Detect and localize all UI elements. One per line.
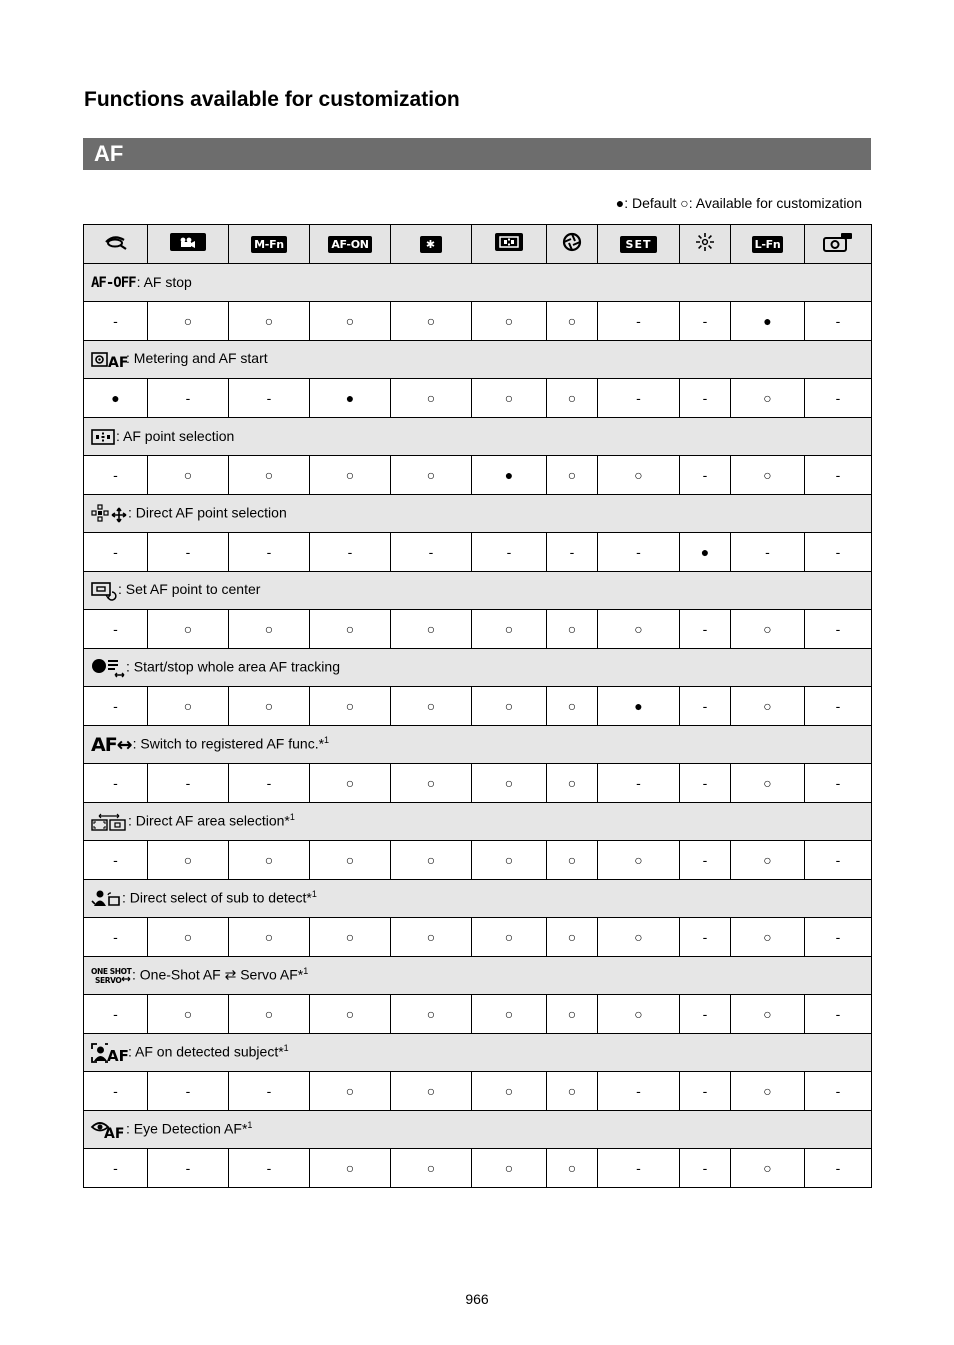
value-cell: ○ xyxy=(148,610,229,649)
value-cell: - xyxy=(229,379,310,418)
svg-text:ONE SHOT: ONE SHOT xyxy=(91,966,132,976)
value-cell: ○ xyxy=(310,841,391,880)
value-cell: - xyxy=(598,1149,680,1188)
value-cell: - xyxy=(805,533,872,572)
value-cell: - xyxy=(310,533,391,572)
value-cell: ○ xyxy=(310,1149,391,1188)
value-cell: - xyxy=(680,456,731,495)
af-point-selection-icon xyxy=(91,429,115,445)
value-cell: ○ xyxy=(229,687,310,726)
footnote-marker: 1 xyxy=(289,812,295,823)
value-cell: - xyxy=(805,379,872,418)
whole-area-tracking-icon xyxy=(91,658,125,678)
value-cell: - xyxy=(84,456,148,495)
svg-text:AF: AF xyxy=(108,354,129,371)
value-cell: - xyxy=(805,687,872,726)
value-cell: ● xyxy=(598,687,680,726)
value-cell: ○ xyxy=(229,918,310,957)
value-cell: - xyxy=(84,918,148,957)
value-cell: ○ xyxy=(391,610,472,649)
function-row xyxy=(84,880,872,918)
function-row xyxy=(84,1034,872,1072)
footnote-marker: 1 xyxy=(324,734,330,745)
set-button-icon: SET xyxy=(620,236,658,253)
value-cell: - xyxy=(598,302,680,341)
value-cell: ○ xyxy=(229,841,310,880)
value-cell: - xyxy=(84,764,148,803)
value-cell: - xyxy=(598,764,680,803)
value-cell: ● xyxy=(84,379,148,418)
function-label: : AF on detected subject* xyxy=(128,1043,284,1060)
value-cell: - xyxy=(680,302,731,341)
value-cell: ○ xyxy=(731,610,805,649)
table-row xyxy=(84,610,872,649)
col-battery-grip xyxy=(805,225,872,264)
col-mfn xyxy=(229,225,310,264)
value-cell: ○ xyxy=(731,764,805,803)
value-cell: - xyxy=(391,533,472,572)
value-cell: ○ xyxy=(731,687,805,726)
value-cell: - xyxy=(472,533,547,572)
value-cell: - xyxy=(680,1149,731,1188)
subject-to-detect-icon xyxy=(91,889,121,909)
table-body xyxy=(84,264,872,1188)
value-cell: ○ xyxy=(472,995,547,1034)
function-row xyxy=(84,1111,872,1149)
value-cell: - xyxy=(731,533,805,572)
value-cell: ○ xyxy=(547,302,598,341)
svg-text:SERVO: SERVO xyxy=(95,975,122,985)
ae-lock-button-icon: ✱ xyxy=(420,236,442,253)
value-cell: ○ xyxy=(472,1072,547,1111)
function-label: : Set AF point to center xyxy=(118,581,261,598)
m-fn-button-icon: M-Fn xyxy=(251,236,287,253)
value-cell: - xyxy=(547,533,598,572)
value-cell: ○ xyxy=(391,302,472,341)
value-cell: ○ xyxy=(391,1149,472,1188)
legend: ●: Default ○: Available for customization xyxy=(615,195,862,211)
svg-text:AF: AF xyxy=(104,1125,125,1142)
value-cell: ○ xyxy=(391,764,472,803)
value-cell: ○ xyxy=(310,456,391,495)
one-shot-servo-icon xyxy=(91,966,131,986)
value-cell: ○ xyxy=(472,841,547,880)
value-cell: - xyxy=(805,1072,872,1111)
value-cell: ○ xyxy=(472,302,547,341)
value-cell: ○ xyxy=(391,1072,472,1111)
movie-shooting-button-icon xyxy=(170,233,206,251)
value-cell: ○ xyxy=(229,456,310,495)
direct-af-point-selection-icon xyxy=(91,504,127,524)
value-cell: - xyxy=(598,1072,680,1111)
table-row xyxy=(84,918,872,957)
value-cell: ○ xyxy=(731,841,805,880)
value-cell: ○ xyxy=(731,379,805,418)
function-label: : Switch to registered AF func.* xyxy=(132,735,325,752)
value-cell: - xyxy=(680,687,731,726)
value-cell: - xyxy=(84,995,148,1034)
col-set xyxy=(598,225,680,264)
value-cell: ○ xyxy=(598,918,680,957)
value-cell: - xyxy=(84,687,148,726)
value-cell: ○ xyxy=(547,456,598,495)
function-label: : Direct AF area selection* xyxy=(128,812,290,829)
value-cell: ○ xyxy=(391,841,472,880)
value-cell: ○ xyxy=(391,995,472,1034)
value-cell: ○ xyxy=(148,995,229,1034)
col-ae-lock xyxy=(391,225,472,264)
value-cell: ○ xyxy=(547,764,598,803)
value-cell: ○ xyxy=(731,456,805,495)
value-cell: ○ xyxy=(731,1072,805,1111)
function-row xyxy=(84,803,872,841)
value-cell: - xyxy=(680,841,731,880)
function-label: : Start/stop whole area AF tracking xyxy=(126,658,340,675)
value-cell: - xyxy=(680,918,731,957)
footnote-marker: 1 xyxy=(311,888,317,899)
set-af-point-center-icon xyxy=(91,582,117,600)
value-cell: ○ xyxy=(472,918,547,957)
value-cell: ○ xyxy=(148,687,229,726)
depth-of-field-preview-icon xyxy=(562,232,582,252)
table-row xyxy=(84,456,872,495)
value-cell: ● xyxy=(731,302,805,341)
value-cell: ○ xyxy=(310,610,391,649)
value-cell: - xyxy=(148,764,229,803)
value-cell: ○ xyxy=(391,918,472,957)
value-cell: - xyxy=(84,533,148,572)
value-cell: ○ xyxy=(310,687,391,726)
value-cell: ○ xyxy=(472,610,547,649)
function-row xyxy=(84,649,872,687)
l-fn-lens-button-icon: L-Fn xyxy=(752,236,784,253)
direct-af-area-selection-icon xyxy=(91,813,127,831)
value-cell: ○ xyxy=(391,687,472,726)
af-point-selection-button-icon xyxy=(495,233,523,251)
value-cell: - xyxy=(148,379,229,418)
value-cell: ○ xyxy=(598,995,680,1034)
value-cell: ○ xyxy=(229,610,310,649)
section-header-af: AF xyxy=(83,138,871,170)
eye-detection-af-icon xyxy=(91,1120,125,1140)
footnote-marker: 1 xyxy=(247,1119,253,1130)
value-cell: ○ xyxy=(391,456,472,495)
value-cell: - xyxy=(805,302,872,341)
value-cell: - xyxy=(84,841,148,880)
battery-grip-button-icon xyxy=(822,231,854,253)
svg-text:AF: AF xyxy=(107,1046,129,1065)
value-cell: ○ xyxy=(472,1149,547,1188)
value-cell: ○ xyxy=(310,302,391,341)
value-cell: ○ xyxy=(547,1149,598,1188)
value-cell: ○ xyxy=(547,995,598,1034)
value-cell: ○ xyxy=(598,841,680,880)
af-on-button-icon: AF-ON xyxy=(328,236,371,253)
value-cell: ● xyxy=(680,533,731,572)
value-cell: ○ xyxy=(598,456,680,495)
function-label: : Metering and AF start xyxy=(126,350,268,367)
value-cell: ○ xyxy=(472,687,547,726)
page-number: 966 xyxy=(465,1291,489,1307)
value-cell: ○ xyxy=(547,1072,598,1111)
footnote-marker: 1 xyxy=(303,965,309,976)
value-cell: ○ xyxy=(229,302,310,341)
col-movie xyxy=(148,225,229,264)
metering-af-start-icon xyxy=(91,351,129,371)
value-cell: - xyxy=(148,1072,229,1111)
function-label: : Direct AF point selection xyxy=(128,504,287,521)
value-cell: ○ xyxy=(391,379,472,418)
function-row xyxy=(84,264,872,302)
value-cell: - xyxy=(805,456,872,495)
value-cell: - xyxy=(148,533,229,572)
function-row xyxy=(84,418,872,456)
function-row xyxy=(84,341,872,379)
multi-controller-icon xyxy=(695,232,715,252)
value-cell: ○ xyxy=(148,918,229,957)
value-cell: ○ xyxy=(310,1072,391,1111)
value-cell: - xyxy=(84,610,148,649)
shutter-button-half-press-icon xyxy=(102,232,130,252)
value-cell: - xyxy=(229,1149,310,1188)
value-cell: ● xyxy=(310,379,391,418)
value-cell: - xyxy=(84,1072,148,1111)
value-cell: ○ xyxy=(731,995,805,1034)
function-label: : AF point selection xyxy=(116,427,235,444)
function-row xyxy=(84,572,872,610)
value-cell: ○ xyxy=(310,764,391,803)
value-cell: - xyxy=(84,302,148,341)
value-cell: ○ xyxy=(547,841,598,880)
value-cell: ○ xyxy=(229,995,310,1034)
value-cell: ○ xyxy=(148,841,229,880)
table-row xyxy=(84,995,872,1034)
value-cell: - xyxy=(598,379,680,418)
table-row xyxy=(84,379,872,418)
value-cell: ○ xyxy=(472,379,547,418)
value-cell: - xyxy=(680,764,731,803)
col-shutter xyxy=(84,225,148,264)
table-row xyxy=(84,533,872,572)
value-cell: - xyxy=(680,995,731,1034)
value-cell: ○ xyxy=(547,379,598,418)
value-cell: - xyxy=(229,764,310,803)
table-row xyxy=(84,302,872,341)
function-row xyxy=(84,957,872,995)
function-label: : Eye Detection AF* xyxy=(126,1120,248,1137)
value-cell: - xyxy=(229,1072,310,1111)
value-cell: - xyxy=(805,995,872,1034)
table-row xyxy=(84,764,872,803)
value-cell: ● xyxy=(472,456,547,495)
value-cell: - xyxy=(680,379,731,418)
value-cell: ○ xyxy=(148,302,229,341)
value-cell: - xyxy=(148,1149,229,1188)
functions-table xyxy=(83,224,872,1188)
function-label: : Direct select of sub to detect* xyxy=(122,889,312,906)
col-afon xyxy=(310,225,391,264)
value-cell: ○ xyxy=(547,687,598,726)
value-cell: ○ xyxy=(547,918,598,957)
value-cell: ○ xyxy=(310,995,391,1034)
value-cell: - xyxy=(805,918,872,957)
page-title: Functions available for customization xyxy=(84,88,460,111)
function-row xyxy=(84,726,872,764)
table-row xyxy=(84,687,872,726)
value-cell: ○ xyxy=(731,1149,805,1188)
function-row xyxy=(84,495,872,533)
table-row xyxy=(84,1072,872,1111)
af-off-icon: AF-OFF xyxy=(91,275,136,292)
value-cell: ○ xyxy=(148,456,229,495)
value-cell: ○ xyxy=(731,918,805,957)
af-detected-subject-icon xyxy=(91,1043,127,1063)
footnote-marker: 1 xyxy=(283,1042,289,1053)
value-cell: ○ xyxy=(547,610,598,649)
value-cell: ○ xyxy=(598,610,680,649)
col-multi-controller xyxy=(680,225,731,264)
value-cell: - xyxy=(805,764,872,803)
table-header-row xyxy=(84,225,872,264)
function-label: : One-Shot AF ⇄ Servo AF* xyxy=(132,966,304,983)
value-cell: - xyxy=(598,533,680,572)
value-cell: - xyxy=(229,533,310,572)
value-cell: ○ xyxy=(310,918,391,957)
value-cell: - xyxy=(680,1072,731,1111)
table-row xyxy=(84,1149,872,1188)
registered-af-func-icon: AF↔ xyxy=(91,733,132,756)
col-af-point xyxy=(472,225,547,264)
value-cell: - xyxy=(84,1149,148,1188)
col-lfn xyxy=(731,225,805,264)
function-label: : AF stop xyxy=(136,273,192,290)
col-dof xyxy=(547,225,598,264)
table-row xyxy=(84,841,872,880)
value-cell: - xyxy=(805,841,872,880)
value-cell: - xyxy=(805,1149,872,1188)
value-cell: - xyxy=(805,610,872,649)
value-cell: - xyxy=(680,610,731,649)
value-cell: ○ xyxy=(472,764,547,803)
